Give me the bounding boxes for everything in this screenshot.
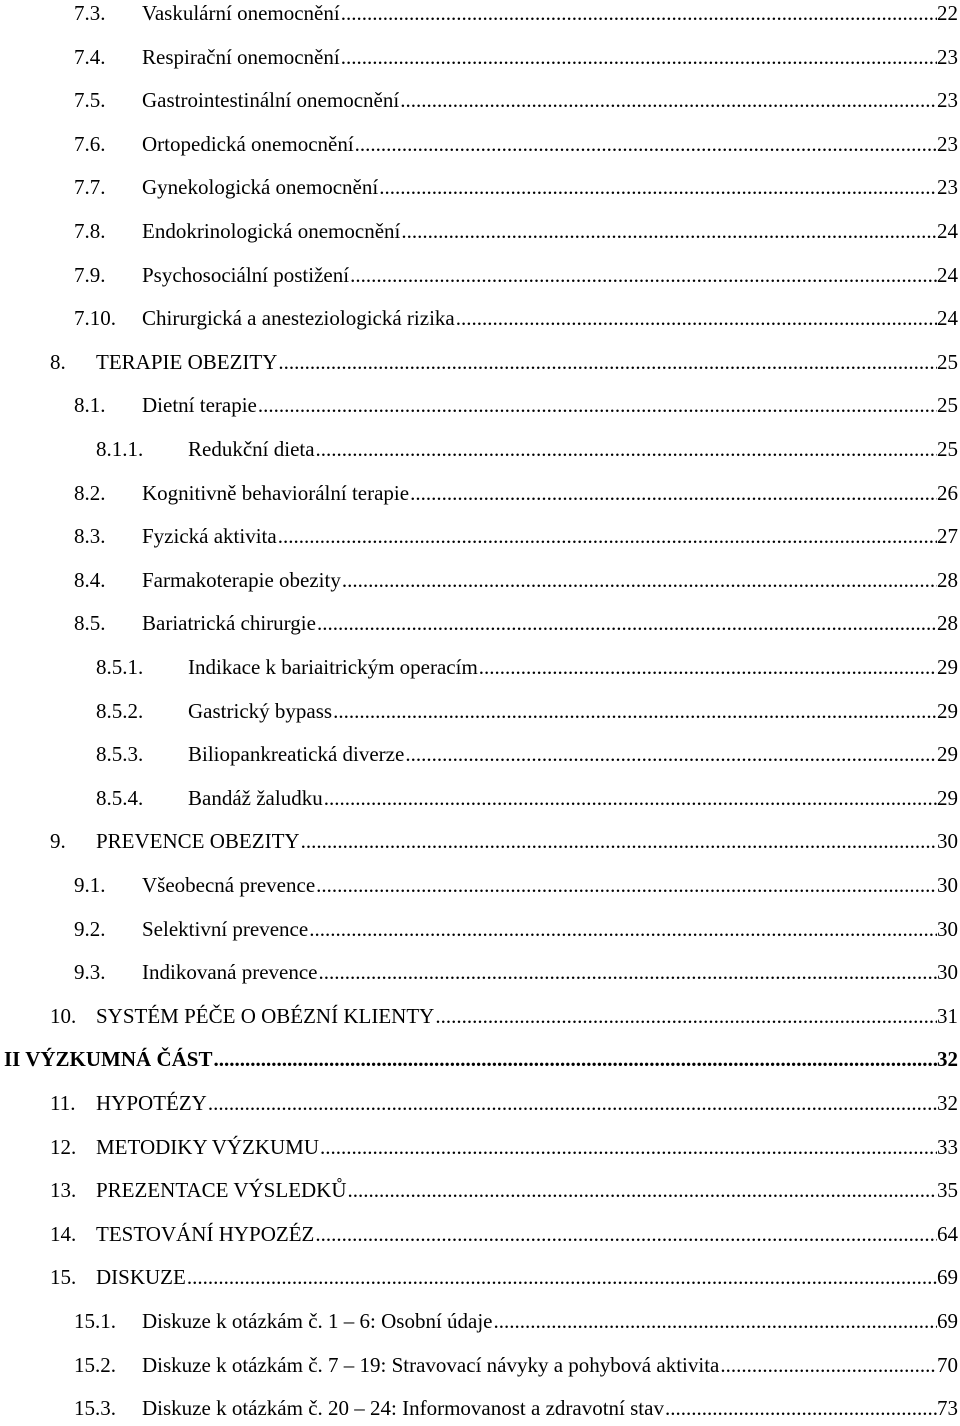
toc-dot-leader [277, 518, 937, 554]
toc-entry-page: 24 [937, 219, 958, 243]
toc-entry[interactable] [0, 169, 960, 205]
toc-entry-page: 28 [937, 611, 958, 636]
toc-entry-title: PREZENTACE VÝSLEDKŮ [96, 1178, 347, 1203]
toc-entry-page: 29 [937, 655, 958, 679]
toc-entry-number: 7.5. [74, 88, 106, 113]
toc-entry-page: 30 [937, 873, 958, 897]
toc-entry-title: SYSTÉM PÉČE O OBÉZNÍ KLIENTY [96, 1003, 435, 1028]
toc-entry-page: 25 [937, 437, 958, 461]
toc-dot-leader [400, 213, 937, 249]
toc-entry-title: Fyzická aktivita [142, 524, 277, 549]
toc-entry-page: 23 [937, 44, 958, 69]
toc-entry[interactable] [0, 387, 960, 423]
toc-entry-page: 25 [937, 393, 958, 418]
toc-dot-leader [478, 649, 937, 685]
toc-dot-leader [315, 867, 937, 903]
toc-dot-leader [341, 562, 937, 598]
toc-entry-page: 70 [937, 1352, 958, 1377]
toc-entry-number: 7.9. [74, 262, 106, 287]
toc-entry-number: 8.5.1. [96, 655, 144, 679]
toc-entry-page: 23 [937, 175, 958, 200]
toc-entry-title: Bariatrická chirurgie [142, 611, 316, 636]
toc-entry[interactable] [0, 1172, 960, 1208]
toc-entry-page: 64 [937, 1221, 958, 1246]
toc-entry-page: 35 [937, 1178, 958, 1203]
toc-entry-title: Respirační onemocnění [142, 44, 340, 69]
toc-dot-leader [354, 126, 937, 162]
toc-entry-number: 10. [50, 1003, 77, 1028]
toc-dot-leader [340, 39, 937, 75]
toc-entry-page: 69 [937, 1309, 958, 1333]
toc-entry-title: Gynekologická onemocnění [142, 175, 379, 200]
toc-entry[interactable] [0, 82, 960, 118]
toc-entry-page: 32 [937, 1047, 958, 1072]
toc-entry-page: 30 [937, 829, 958, 854]
toc-entry-page: 29 [937, 742, 958, 767]
toc-entry-page: 30 [937, 960, 958, 985]
toc-entry-number: 7.10. [74, 306, 116, 331]
toc-entry[interactable] [0, 213, 960, 249]
toc-entry-title: Farmakoterapie obezity [142, 567, 341, 592]
toc-entry-page: 28 [937, 567, 958, 592]
toc-entry[interactable] [0, 1041, 960, 1077]
toc-entry-title: II VÝZKUMNÁ ČÁST [4, 1047, 213, 1072]
toc-dot-leader [719, 1347, 937, 1383]
toc-entry-number: 8.5. [74, 611, 106, 636]
toc-dot-leader [319, 1129, 937, 1165]
toc-entry-title: Psychosociální postižení [142, 262, 350, 287]
toc-entry[interactable] [0, 562, 960, 598]
toc-entry-number: 8. [50, 349, 66, 374]
toc-entry-title: PREVENCE OBEZITY [96, 829, 300, 854]
toc-entry-page: 27 [937, 524, 958, 549]
toc-entry-page: 69 [937, 1265, 958, 1290]
toc-entry-number: 7.7. [74, 175, 106, 200]
toc-entry-number: 15. [50, 1265, 77, 1290]
toc-entry-title: Kognitivně behaviorální terapie [142, 480, 410, 505]
toc-entry[interactable] [0, 0, 960, 31]
toc-entry-title: Diskuze k otázkám č. 20 – 24: Informovanost a zdravotní stav [142, 1396, 664, 1421]
toc-entry-title: Ortopedická onemocnění [142, 131, 354, 156]
toc-entry-title: Bandáž žaludku [188, 785, 323, 810]
toc-dot-leader [399, 82, 937, 118]
toc-entry-page: 29 [937, 698, 958, 723]
toc-entry[interactable] [0, 39, 960, 75]
toc-dot-leader [314, 1216, 937, 1252]
toc-entry[interactable] [0, 431, 960, 467]
toc-entry-title: HYPOTÉZY [96, 1091, 207, 1115]
toc-dot-leader [323, 780, 937, 816]
toc-dot-leader [277, 344, 937, 380]
toc-dot-leader [347, 1172, 937, 1208]
toc-entry-page: 25 [937, 349, 958, 374]
toc-entry[interactable] [0, 344, 960, 380]
toc-entry-number: 7.4. [74, 44, 106, 69]
toc-entry[interactable] [0, 475, 960, 511]
toc-dot-leader [404, 736, 937, 772]
toc-entry[interactable] [0, 649, 960, 685]
toc-entry-number: 7.8. [74, 219, 106, 243]
toc-entry-number: 14. [50, 1221, 77, 1246]
toc-entry[interactable] [0, 823, 960, 859]
toc-entry-number: 8.5.3. [96, 742, 144, 767]
toc-entry[interactable] [0, 954, 960, 990]
toc-entry[interactable] [0, 1390, 960, 1426]
toc-dot-leader [186, 1259, 937, 1295]
toc-entry-number: 7.3. [74, 1, 106, 25]
toc-entry-page: 30 [937, 916, 958, 941]
toc-entry[interactable] [0, 518, 960, 554]
toc-entry-title: Vaskulární onemocnění [142, 1, 340, 25]
toc-dot-leader [257, 387, 937, 423]
toc-entry-number: 13. [50, 1178, 77, 1203]
toc-entry-title: Indikace k bariaitrickým operacím [188, 655, 478, 679]
toc-entry-number: 8.4. [74, 567, 106, 592]
toc-entry-title: TESTOVÁNÍ HYPOZÉZ [96, 1221, 315, 1246]
toc-entry-number: 9. [50, 829, 66, 854]
toc-entry-page: 73 [937, 1396, 958, 1421]
toc-entry[interactable] [0, 780, 960, 816]
toc-entry-page: 24 [937, 306, 958, 331]
toc-entry-number: 8.1. [74, 393, 106, 418]
toc-entry[interactable] [0, 1129, 960, 1165]
toc-dot-leader [340, 0, 937, 31]
toc-entry-page: 31 [937, 1003, 958, 1028]
toc-entry-title: Diskuze k otázkám č. 1 – 6: Osobní údaje [142, 1309, 493, 1333]
toc-entry-title: Gastrický bypass [188, 698, 333, 723]
toc-entry[interactable] [0, 257, 960, 293]
toc-entry[interactable] [0, 998, 960, 1034]
toc-entry-page: 33 [937, 1134, 958, 1159]
toc-entry-number: 8.2. [74, 480, 106, 505]
toc-entry-page: 26 [937, 480, 958, 505]
toc-dot-leader [455, 300, 937, 336]
toc-entry[interactable] [0, 300, 960, 336]
toc-entry-number: 15.2. [74, 1352, 116, 1377]
toc-entry[interactable] [0, 867, 960, 903]
toc-entry-title: DISKUZE [96, 1265, 186, 1290]
toc-entry-number: 9.2. [74, 916, 106, 941]
toc-entry-title: Všeobecná prevence [142, 873, 316, 897]
toc-entry[interactable] [0, 736, 960, 772]
toc-entry-title: TERAPIE OBEZITY [96, 349, 278, 374]
toc-entry-number: 12. [50, 1134, 77, 1159]
toc-dot-leader [207, 1085, 937, 1121]
toc-entry-title: Biliopankreatická diverze [188, 742, 405, 767]
toc-entry-page: 23 [937, 88, 958, 113]
toc-entry-title: Indikovaná prevence [142, 960, 318, 985]
toc-entry[interactable] [0, 1216, 960, 1252]
toc-dot-leader [378, 169, 937, 205]
toc-entry-number: 11. [50, 1091, 76, 1115]
toc-entry-number: 7.6. [74, 131, 106, 156]
toc-entry-number: 9.1. [74, 873, 106, 897]
toc-entry-number: 15.1. [74, 1309, 116, 1333]
toc-entry[interactable] [0, 605, 960, 641]
toc-dot-leader [318, 954, 938, 990]
toc-entry-title: Selektivní prevence [142, 916, 309, 941]
toc-entry-title: Endokrinologická onemocnění [142, 219, 401, 243]
toc-entry-page: 32 [937, 1091, 958, 1115]
toc-entry-number: 9.3. [74, 960, 106, 985]
toc-entry-page: 23 [937, 131, 958, 156]
toc-entry[interactable] [0, 911, 960, 947]
toc-entry[interactable] [0, 1259, 960, 1295]
toc-entry-page: 24 [937, 262, 958, 287]
toc-entry[interactable] [0, 126, 960, 162]
toc-entry-title: METODIKY VÝZKUMU [96, 1134, 320, 1159]
toc-entry[interactable] [0, 1303, 960, 1339]
toc-entry[interactable] [0, 1085, 960, 1121]
toc-dot-leader [493, 1303, 938, 1339]
toc-entry[interactable] [0, 1347, 960, 1383]
toc-dot-leader [349, 257, 937, 293]
toc-entry-title: Dietní terapie [142, 393, 257, 418]
toc-entry-number: 8.5.2. [96, 698, 144, 723]
toc-dot-leader [664, 1390, 937, 1426]
toc-entry-number: 8.5.4. [96, 785, 144, 810]
toc-entry-number: 15.3. [74, 1396, 116, 1421]
toc-entry-page: 29 [937, 785, 958, 810]
toc-entry-title: Chirurgická a anesteziologická rizika [142, 306, 455, 331]
toc-dot-leader [315, 431, 937, 467]
toc-entry-page: 22 [937, 1, 958, 25]
toc-dot-leader [332, 693, 937, 729]
toc-entry-title: Redukční dieta [188, 437, 315, 461]
toc-entry-title: Gastrointestinální onemocnění [142, 88, 400, 113]
toc-entry[interactable] [0, 693, 960, 729]
toc-dot-leader [300, 823, 937, 859]
toc-dot-leader [434, 998, 937, 1034]
toc-dot-leader [212, 1041, 937, 1077]
toc-dot-leader [316, 605, 937, 641]
toc-entry-number: 8.1.1. [96, 437, 144, 461]
toc-dot-leader [308, 911, 937, 947]
toc-entry-title: Diskuze k otázkám č. 7 – 19: Stravovací návyky a pohybová aktivita [142, 1352, 720, 1377]
toc-dot-leader [409, 475, 937, 511]
toc-entry-number: 8.3. [74, 524, 106, 549]
